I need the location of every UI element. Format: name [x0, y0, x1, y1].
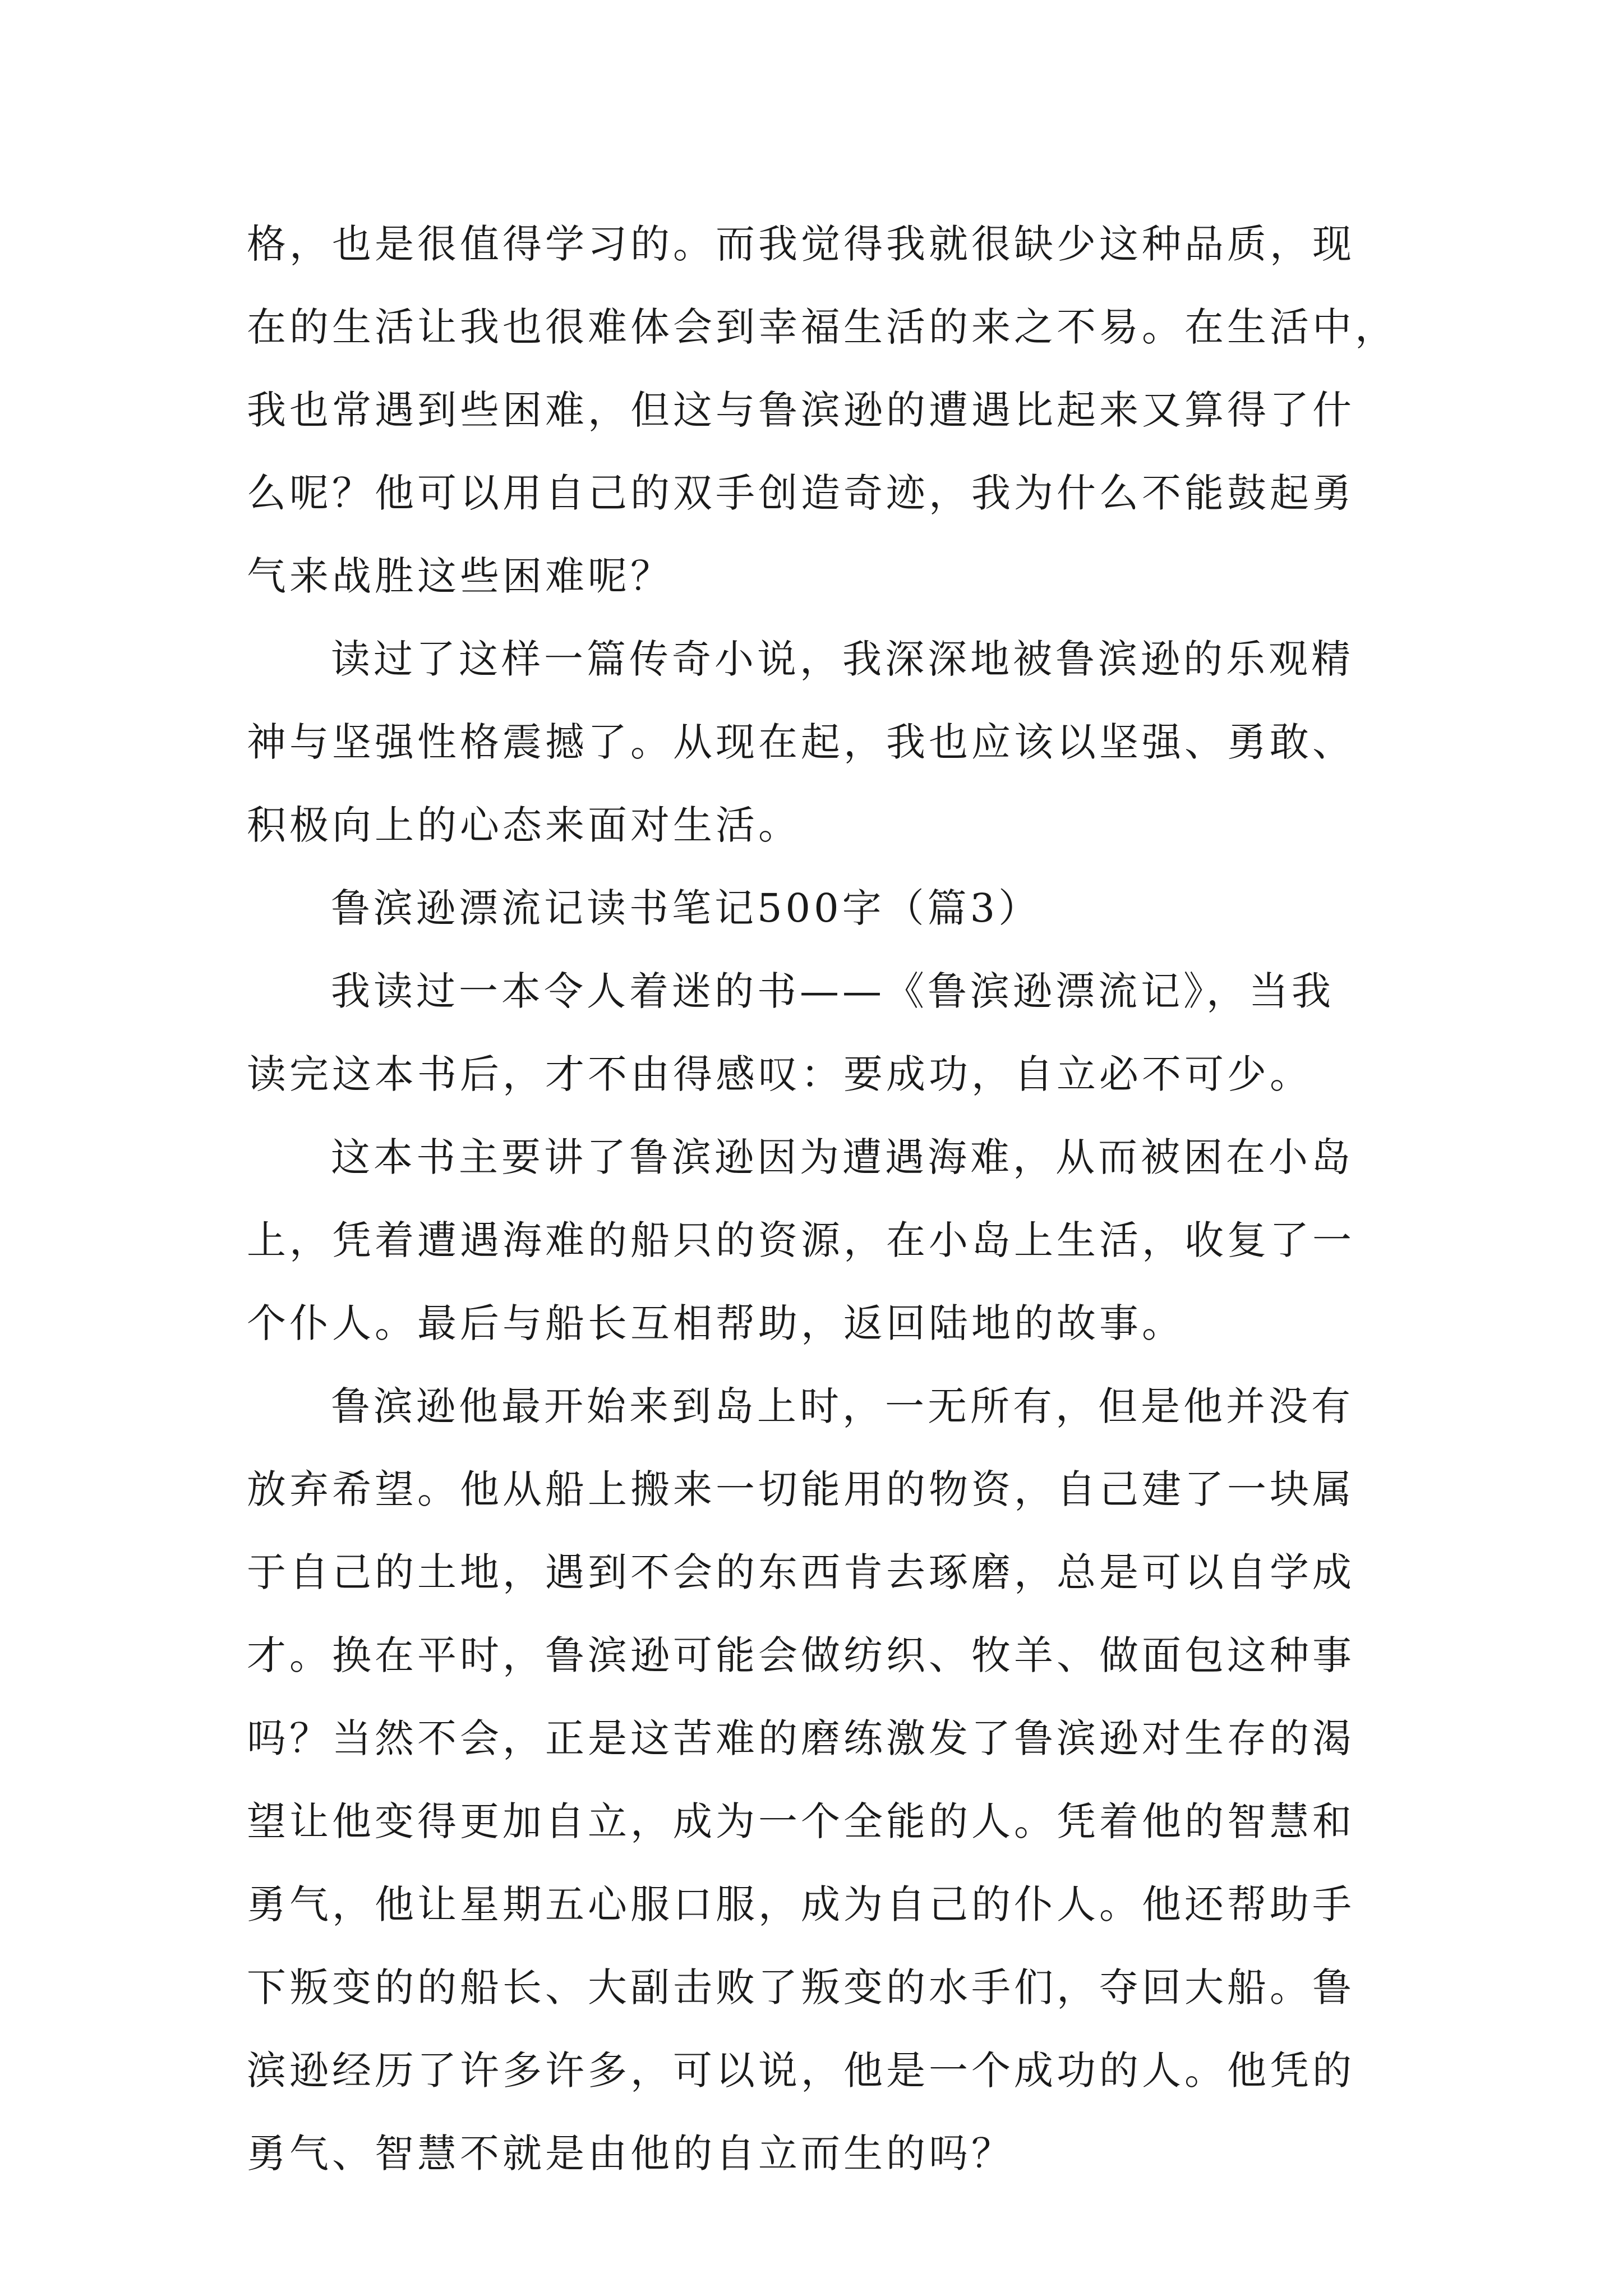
paragraph-first-line: 我读过一本令人着迷的书——《鲁滨逊漂流记》，当我 — [331, 968, 1334, 1014]
text-line: 放弃希望。他从船上搬来一切能用的物资，自己建了一块属 — [247, 1466, 1355, 1512]
text-line: 才。换在平时，鲁滨逊可能会做纺织、牧羊、做面包这种事 — [247, 1632, 1355, 1678]
text-line: 下叛变的的船长、大副击败了叛变的水手们，夺回大船。鲁 — [247, 1964, 1355, 2010]
paragraph-first-line: 读过了这样一篇传奇小说，我深深地被鲁滨逊的乐观精 — [331, 636, 1354, 682]
paragraph-first-line: 鲁滨逊他最开始来到岛上时，一无所有，但是他并没有 — [331, 1383, 1354, 1429]
text-line: 么呢？他可以用自己的双手创造奇迹，我为什么不能鼓起勇 — [247, 470, 1355, 516]
text-line: 积极向上的心态来面对生活。 — [247, 802, 801, 848]
text-line: 神与坚强性格震撼了。从现在起，我也应该以坚强、勇敢、 — [247, 719, 1355, 765]
text-line: 个仆人。最后与船长互相帮助，返回陆地的故事。 — [247, 1300, 1184, 1346]
text-line: 勇气，他让星期五心服口服，成为自己的仆人。他还帮助手 — [247, 1881, 1355, 1927]
text-line: 滨逊经历了许多许多，可以说，他是一个成功的人。他凭的 — [247, 2047, 1355, 2093]
text-line: 读完这本书后，才不由得感叹：要成功，自立必不可少。 — [247, 1051, 1312, 1097]
text-line: 在的生活让我也很难体会到幸福生活的来之不易。在生活中， — [247, 304, 1398, 350]
text-line: 望让他变得更加自立，成为一个全能的人。凭着他的智慧和 — [247, 1798, 1355, 1844]
text-line: 吗？当然不会，正是这苦难的磨练激发了鲁滨逊对生存的渴 — [247, 1715, 1355, 1761]
paragraph-first-line: 这本书主要讲了鲁滨逊因为遭遇海难，从而被困在小岛 — [331, 1134, 1354, 1180]
text-line: 格，也是很值得学习的。而我觉得我就很缺少这种品质，现 — [247, 221, 1355, 267]
text-line: 气来战胜这些困难呢？ — [247, 553, 673, 599]
text-line: 勇气、智慧不就是由他的自立而生的吗？ — [247, 2131, 1014, 2177]
text-line: 我也常遇到些困难，但这与鲁滨逊的遭遇比起来又算得了什 — [247, 387, 1355, 433]
text-line: 于自己的土地，遇到不会的东西肯去琢磨，总是可以自学成 — [247, 1549, 1355, 1595]
text-line: 上，凭着遭遇海难的船只的资源，在小岛上生活，收复了一 — [247, 1217, 1355, 1263]
section-heading: 鲁滨逊漂流记读书笔记500字（篇3） — [331, 885, 1041, 931]
